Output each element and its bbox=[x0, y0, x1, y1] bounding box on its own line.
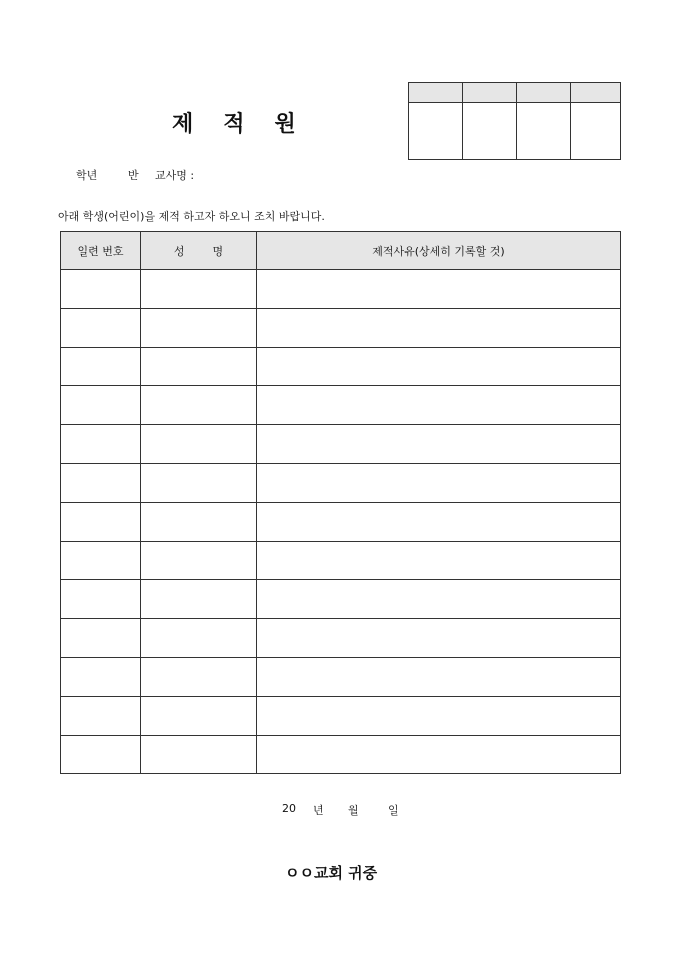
document-title bbox=[172, 107, 296, 138]
number-cell[interactable] bbox=[61, 619, 141, 658]
table-row bbox=[61, 502, 621, 541]
approval-header-cell bbox=[463, 83, 517, 103]
table-row bbox=[61, 270, 621, 309]
name-cell[interactable] bbox=[141, 580, 257, 619]
table-row bbox=[61, 463, 621, 502]
table-row bbox=[61, 619, 621, 658]
name-cell[interactable] bbox=[141, 386, 257, 425]
approval-sign-cell[interactable] bbox=[517, 103, 571, 159]
reason-cell[interactable] bbox=[257, 541, 621, 580]
approval-box bbox=[408, 82, 621, 160]
reason-cell[interactable] bbox=[257, 270, 621, 309]
number-cell[interactable] bbox=[61, 270, 141, 309]
name-cell[interactable] bbox=[141, 541, 257, 580]
approval-sign-cell[interactable] bbox=[571, 103, 620, 159]
name-cell[interactable] bbox=[141, 425, 257, 464]
name-cell[interactable] bbox=[141, 735, 257, 774]
number-cell[interactable] bbox=[61, 463, 141, 502]
expulsion-table bbox=[60, 231, 621, 774]
number-cell[interactable] bbox=[61, 735, 141, 774]
reason-cell[interactable] bbox=[257, 657, 621, 696]
name-cell[interactable] bbox=[141, 463, 257, 502]
reason-cell[interactable] bbox=[257, 463, 621, 502]
name-cell[interactable] bbox=[141, 619, 257, 658]
date-month-label: 월 bbox=[348, 804, 359, 817]
number-cell[interactable] bbox=[61, 308, 141, 347]
approval-sign-cell[interactable] bbox=[409, 103, 463, 159]
number-cell[interactable] bbox=[61, 425, 141, 464]
teacher-label: 교사명 : bbox=[155, 169, 195, 182]
intro-text: 아래 학생(어린이)을 제적 하고자 하오니 조치 바랍니다. bbox=[58, 210, 325, 223]
approval-header-cell bbox=[517, 83, 571, 103]
title-char-2: 적 bbox=[223, 111, 245, 137]
title-char-3: 원 bbox=[274, 111, 296, 137]
class-label: 반 bbox=[128, 169, 139, 182]
reason-cell[interactable] bbox=[257, 696, 621, 735]
table-row bbox=[61, 580, 621, 619]
date-year: 20 bbox=[282, 802, 296, 815]
header-reason: 제적사유(상세히 기록할 것) bbox=[257, 232, 621, 270]
number-cell[interactable] bbox=[61, 502, 141, 541]
header-number: 일련 번호 bbox=[61, 232, 141, 270]
reason-cell[interactable] bbox=[257, 580, 621, 619]
date-day-label: 일 bbox=[388, 804, 399, 817]
number-cell[interactable] bbox=[61, 696, 141, 735]
table-row bbox=[61, 696, 621, 735]
number-cell[interactable] bbox=[61, 580, 141, 619]
header-name: 성 명 bbox=[141, 232, 257, 270]
reason-cell[interactable] bbox=[257, 386, 621, 425]
reason-cell[interactable] bbox=[257, 347, 621, 386]
name-cell[interactable] bbox=[141, 657, 257, 696]
reason-cell[interactable] bbox=[257, 308, 621, 347]
table-row bbox=[61, 735, 621, 774]
number-cell[interactable] bbox=[61, 657, 141, 696]
reason-cell[interactable] bbox=[257, 502, 621, 541]
name-cell[interactable] bbox=[141, 502, 257, 541]
approval-header-cell bbox=[571, 83, 620, 103]
number-cell[interactable] bbox=[61, 541, 141, 580]
table-row bbox=[61, 657, 621, 696]
name-cell[interactable] bbox=[141, 347, 257, 386]
table-header-row bbox=[61, 232, 621, 270]
number-cell[interactable] bbox=[61, 386, 141, 425]
title-char-1: 제 bbox=[172, 111, 194, 137]
name-cell[interactable] bbox=[141, 308, 257, 347]
reason-cell[interactable] bbox=[257, 735, 621, 774]
table-row bbox=[61, 386, 621, 425]
approval-sign-cell[interactable] bbox=[463, 103, 517, 159]
table-row bbox=[61, 308, 621, 347]
name-cell[interactable] bbox=[141, 696, 257, 735]
number-cell[interactable] bbox=[61, 347, 141, 386]
name-cell[interactable] bbox=[141, 270, 257, 309]
table-row bbox=[61, 425, 621, 464]
grade-label: 학년 bbox=[76, 169, 98, 182]
reason-cell[interactable] bbox=[257, 425, 621, 464]
reason-cell[interactable] bbox=[257, 619, 621, 658]
table-row bbox=[61, 347, 621, 386]
recipient-church: ㅇㅇ교회 귀중 bbox=[285, 864, 378, 882]
table-row bbox=[61, 541, 621, 580]
date-year-label: 년 bbox=[313, 804, 324, 817]
approval-header-cell bbox=[409, 83, 463, 103]
